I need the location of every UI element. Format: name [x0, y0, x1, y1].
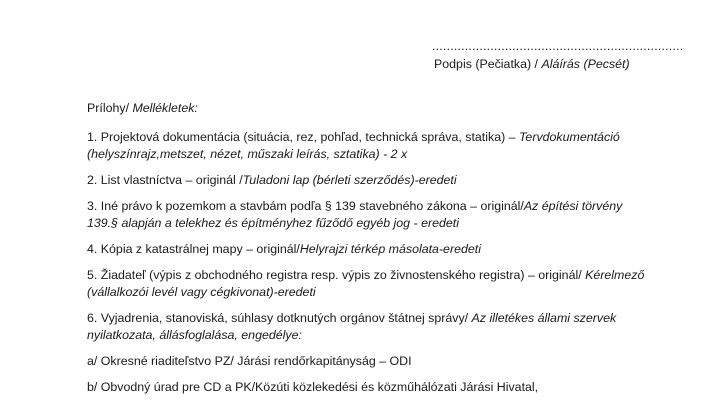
item-hu: Tuladoni lap (bérleti szerződés)-eredeti	[242, 173, 457, 187]
attachment-item-5	[87, 267, 647, 301]
attachment-item-3	[87, 198, 647, 232]
item-hu: Kérelmező (vállalkozói levél vagy cégkivonat)-eredeti	[87, 268, 645, 299]
signature-label-sk: Podpis (Pečiatka) /	[434, 57, 542, 71]
attachment-subitem-b: b/ Obvodný úrad pre CD a PK/Közúti közlekedési és közműhálózati Járási Hivatal,	[87, 380, 539, 394]
item-sk: 3. Iné právo k pozemkom a stavbám podľa § 139 stavebného zákona – originál/	[87, 199, 524, 213]
signature-caption	[434, 56, 630, 73]
heading-hu: Mellékletek:	[132, 101, 198, 115]
item-sk: 4. Kópia z katastrálnej mapy – originál/	[87, 242, 300, 256]
item-hu: Tervdokumentáció (helyszínrajz,metszet, nézet, műszaki leírás, sztatika) - 2 x	[87, 130, 620, 161]
signature-line: .....................................................................	[432, 39, 684, 53]
attachment-item-2	[87, 172, 647, 189]
attachment-subitem-a: a/ Okresné riaditeľstvo PZ/ Járási rendőrkapitányság – ODI	[87, 354, 412, 368]
attachments-section	[87, 100, 647, 405]
signature-label-hu: Aláírás (Pecsét)	[541, 57, 630, 71]
attachment-item-1	[87, 129, 647, 163]
item-hu: Helyrajzi térkép másolata-eredeti	[299, 242, 481, 256]
item-hu: Az építési törvény 139.§ alapján a telekhez és építményhez fűződő egyéb jog - eredeti	[87, 199, 623, 230]
heading-sk: Prílohy/	[87, 101, 133, 115]
item-hu: Az illetékes állami szervek nyilatkozata, állásfoglalása, engedélye:	[87, 311, 617, 342]
attachment-item-4	[87, 241, 647, 258]
attachment-item-6	[87, 310, 647, 344]
item-sk: 6. Vyjadrenia, stanoviská, súhlasy dotknutých orgánov štátnej správy/	[87, 311, 472, 325]
item-sk: 1. Projektová dokumentácia (situácia, rez, pohľad, technická správa, statika) –	[87, 130, 519, 144]
item-sk: 2. List vlastníctva – originál /	[87, 173, 243, 187]
attachments-heading	[87, 100, 647, 117]
item-sk: 5. Žiadateľ (výpis z obchodného registra resp. výpis zo živnostenského registra) – originál/	[87, 268, 586, 282]
